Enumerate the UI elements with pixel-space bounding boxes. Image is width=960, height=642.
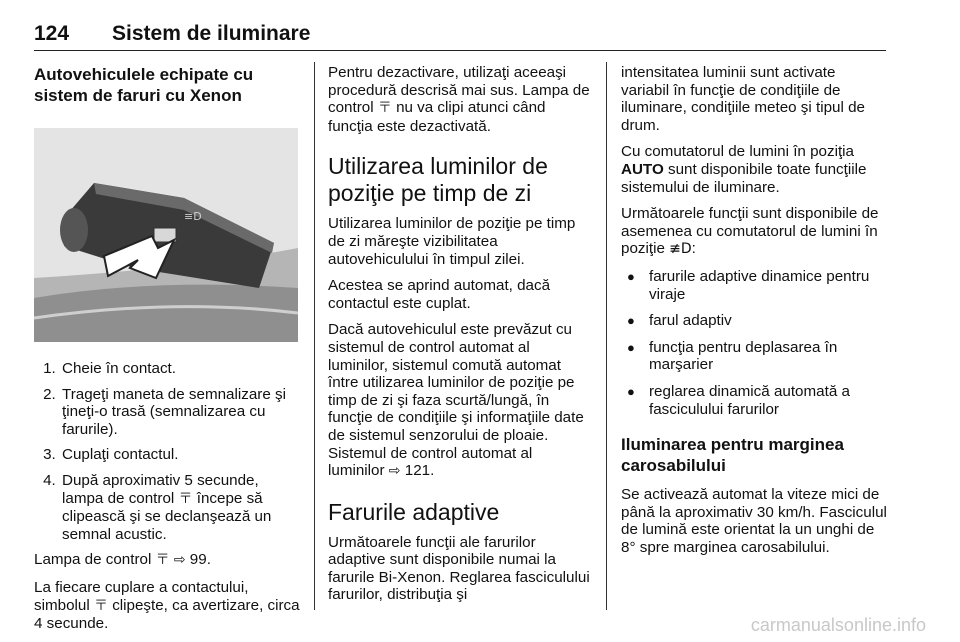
text: La fiecare cuplare a contactului, simbolul	[34, 578, 249, 614]
section-heading-xenon: Autovehiculele echipate cu sistem de faruri cu Xenon	[34, 65, 254, 105]
list-item: 3. Cuplaţi contactul.	[60, 446, 300, 464]
column-2	[328, 64, 592, 613]
list-item	[60, 472, 300, 543]
text: După aproximativ 5 secunde, lampa de control	[62, 471, 259, 507]
lamp-warning-icon: 〒	[93, 597, 108, 614]
text: clipeşte, ca avertizare, circa 4 secunde.	[34, 596, 300, 633]
text: Dacă autovehiculul este prevăzut cu sistemul de control automat al luminilor, sistemul comută automat între utilizarea luminilor de poziţie pe timp de zi şi faza scurtă/lungă, în funcţie de condiţiile şi informaţiile date de sistemul senzorului de ploaie. Sistemul de control automat al luminilor	[328, 321, 584, 480]
paragraph	[621, 143, 887, 196]
text: Lampa de control	[34, 551, 152, 569]
lever-illustration	[34, 128, 298, 342]
list-item: ● reglarea dinamică automată a fasciculului farurilor	[649, 383, 887, 418]
arrow-right-icon[interactable]: ⇨	[173, 552, 186, 569]
list-item: 2. Trageţi maneta de semnalizare şi ţineţi-o trasă (semnalizarea cu farurile).	[60, 386, 300, 439]
paragraph: intensitatea luminii sunt activate variabil în funcţie de condiţiile de iluminare, condiţiile meteo şi tipul de drum.	[621, 64, 865, 134]
column-3	[621, 64, 887, 565]
lamp-warning-icon: 〒	[377, 100, 392, 117]
text: nu va clipi atunci când funcţia este dezactivată.	[328, 99, 546, 135]
svg-text:≡D: ≡D	[184, 210, 202, 223]
paragraph: Se activează automat la viteze mici de până la aproximativ 30 km/h. Fasciculul de lumină este orientat la un unghi de 8° spre marginea carosabilului.	[621, 486, 887, 556]
page-header	[34, 20, 886, 51]
page-number: 124	[34, 22, 70, 45]
column-divider	[314, 62, 315, 610]
text: Cu comutatorul de lumini în poziţia	[621, 143, 854, 161]
list-item: ● farurile adaptive dinamice pentru viraje	[649, 268, 887, 303]
list-item: ● farul adaptiv	[649, 312, 887, 330]
low-beam-icon: ≢D	[669, 241, 692, 258]
text: Următoarele funcţii sunt disponibile de asemenea cu comutatorul de lumini în poziţie	[621, 205, 879, 258]
list-item: ● funcţia pentru deplasarea în marşarier	[649, 339, 887, 374]
section-heading-drl: Utilizarea luminilor de poziţie pe timp de zi	[328, 153, 548, 207]
paragraph	[328, 64, 592, 135]
lamp-warning-icon: 〒	[178, 490, 193, 507]
paragraph	[34, 551, 300, 570]
column-1	[34, 64, 300, 642]
paragraph: Următoarele funcţii sunt disponibile de asemenea cu comutatorul de lumini în poziţie ≢D:	[621, 205, 879, 258]
paragraph	[34, 579, 300, 633]
page-title: Sistem de iluminare	[112, 22, 311, 45]
page-ref[interactable]: 121.	[404, 462, 435, 480]
arrow-right-icon[interactable]: ⇨	[388, 463, 401, 480]
page-ref[interactable]: 99.	[189, 551, 211, 569]
steps-list	[34, 360, 300, 543]
watermark: carmanualsonline.info	[750, 615, 926, 635]
feature-list	[621, 268, 887, 418]
section-heading-adaptive: Farurile adaptive	[328, 498, 500, 525]
text: începe să clipească şi se declanşează un semnal acustic.	[62, 489, 272, 543]
text: sunt disponibile toate funcţiile sistemului de iluminare.	[621, 160, 867, 196]
list-item: 1. Cheie în contact.	[60, 360, 300, 378]
section-heading-curb: Iluminarea pentru marginea carosabilului	[621, 435, 844, 476]
paragraph	[328, 321, 592, 480]
paragraph: Următoarele funcţii ale farurilor adaptive sunt disponibile numai la farurile Bi-Xenon. Reglarea fasciculului farurilor, distribuţia şi	[328, 533, 590, 604]
paragraph: Acestea se aprind automat, dacă contactul este cuplat.	[328, 277, 551, 312]
lamp-warning-icon: 〒	[155, 552, 170, 569]
auto-label: AUTO	[621, 160, 664, 178]
paragraph: Utilizarea luminilor de poziţie pe timp de zi măreşte vizibilitatea autovehiculului în timpul zilei.	[328, 215, 576, 268]
column-divider	[606, 62, 607, 610]
text: Pentru dezactivare, utilizaţi aceeaşi procedură descrisă mai sus. Lampa de control	[328, 64, 590, 117]
